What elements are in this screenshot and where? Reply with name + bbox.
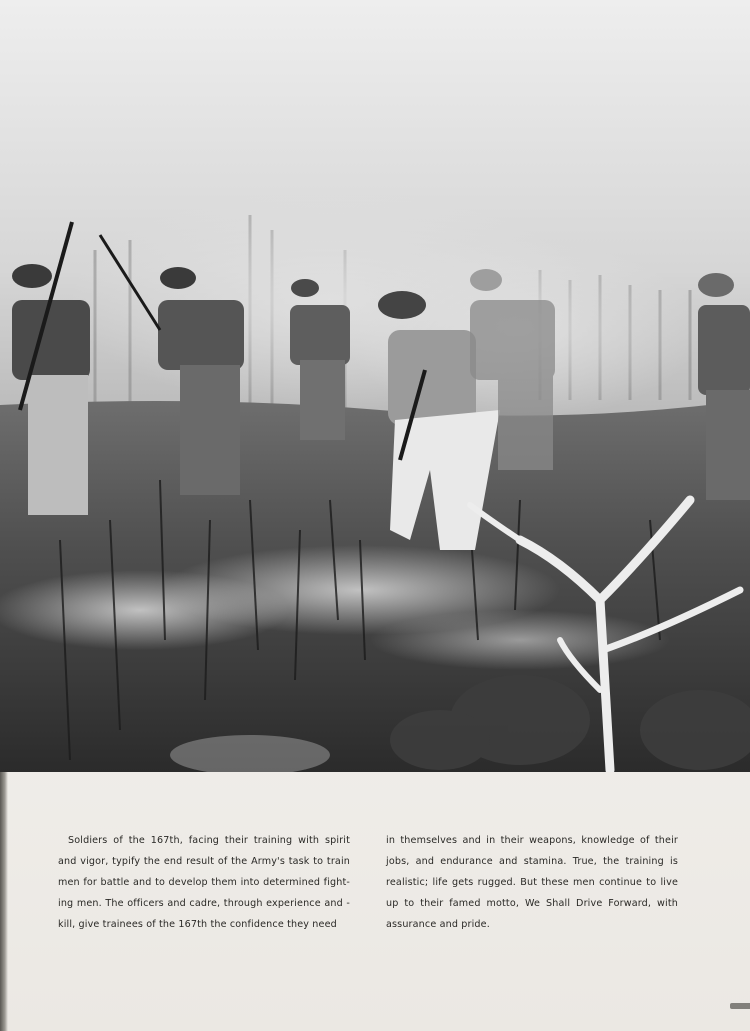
page-edge-mark — [730, 1003, 750, 1009]
caption-column-2: in themselves and in their weapons, knowledge of their jobs, and endurance and stamina. True, the training is realistic; life gets rugged. But these men continue to live up to their famed motto, We Shall Drive Forward, with assurance and pride. — [386, 835, 678, 930]
caption-column-1: Soldiers of the 167th, facing their training with spirit and vigor, typify the end result of the Army's task to train men for battle and to develop them into determined fight- ing men. The officers and cadre, through experience and -kill, give trainees of the 167th the confidence they need — [58, 835, 350, 930]
photo-caption — [58, 830, 678, 935]
